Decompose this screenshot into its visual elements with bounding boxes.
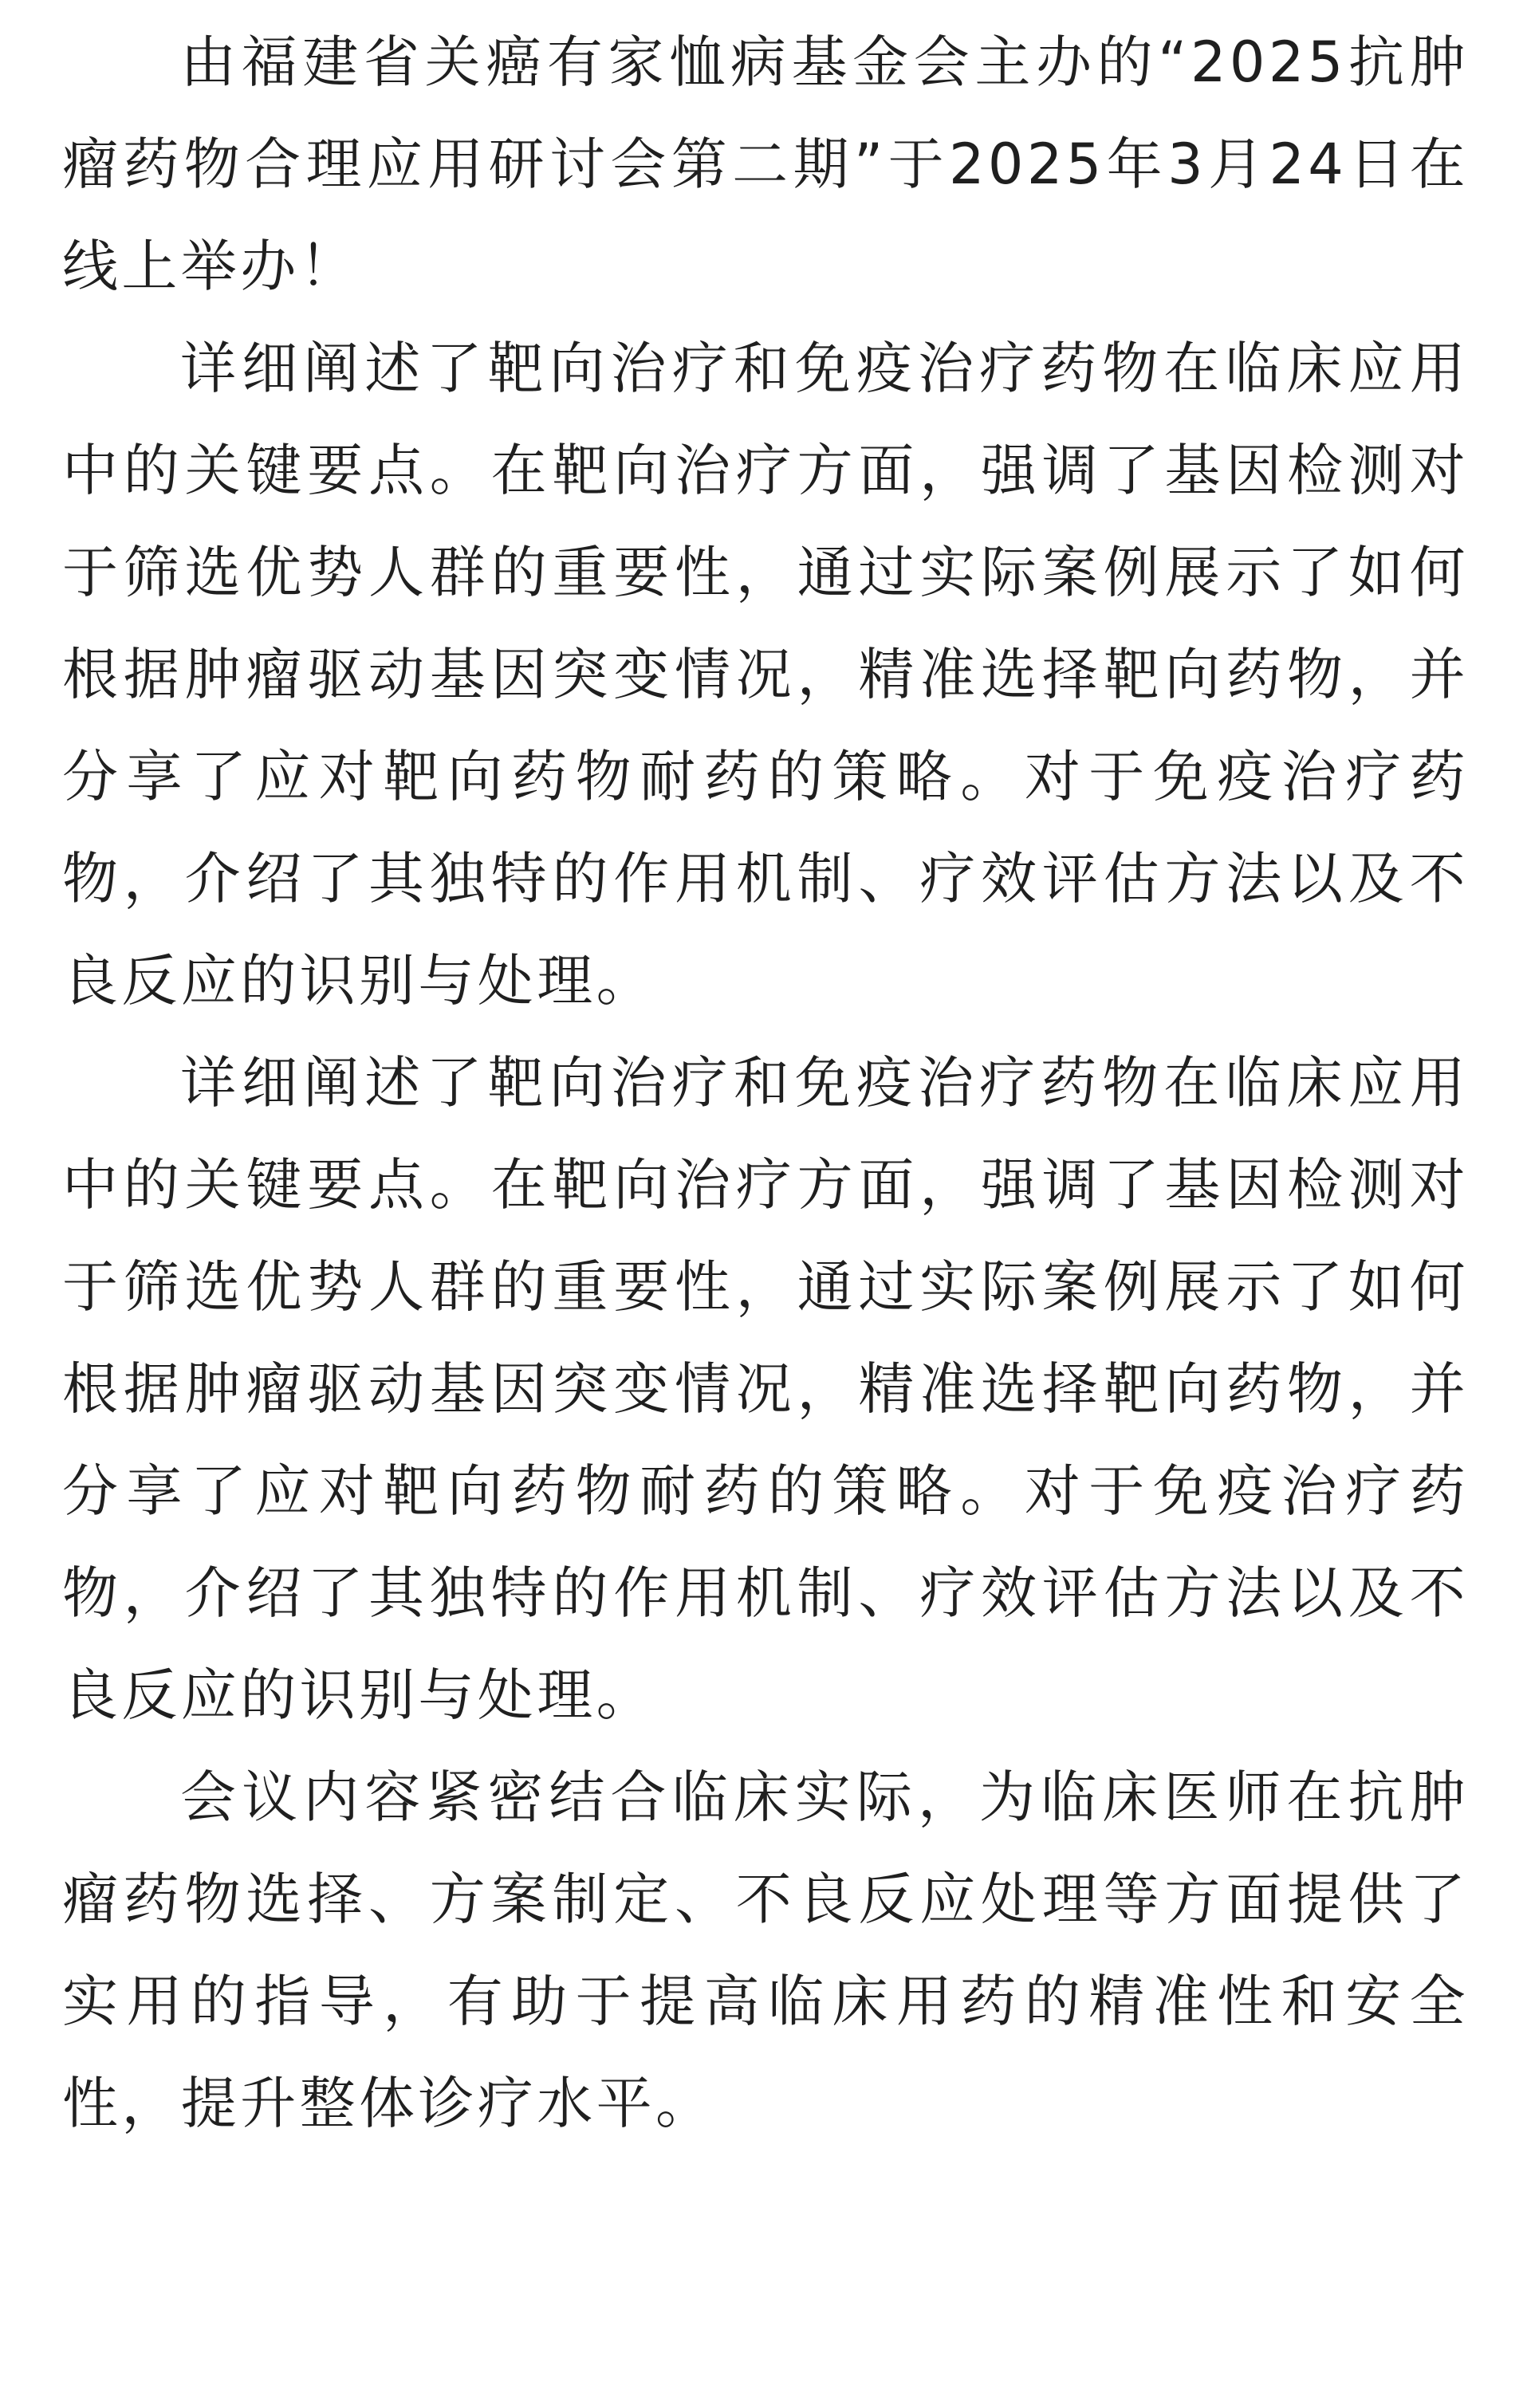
article-body <box>62 0 1469 2154</box>
intro-paragraph: 由福建省关癌有家恤病基金会主办的“2025抗肿瘤药物合理应用研讨会第二期”于2025年3月24日在线上举办！ <box>62 30 1469 299</box>
targeted-immunotherapy-paragraph: 详细阐述了靶向治疗和免疫治疗药物在临床应用中的关键要点。在靶向治疗方面，强调了基因检测对于筛选优势人群的重要性，通过实际案例展示了如何根据肿瘤驱动基因突变情况，精准选择靶向药物，并分享了应对靶向药物耐药的策略。对于免疫治疗药物，介绍了其独特的作用机制、疗效评估方法以及不良反应的识别与处理。 <box>62 336 1469 1013</box>
targeted-immunotherapy-paragraph-repeat: 详细阐述了靶向治疗和免疫治疗药物在临床应用中的关键要点。在靶向治疗方面，强调了基因检测对于筛选优势人群的重要性，通过实际案例展示了如何根据肿瘤驱动基因突变情况，精准选择靶向药物，并分享了应对靶向药物耐药的策略。对于免疫治疗药物，介绍了其独特的作用机制、疗效评估方法以及不良反应的识别与处理。 <box>62 1050 1469 1728</box>
conclusion-paragraph: 会议内容紧密结合临床实际，为临床医师在抗肿瘤药物选择、方案制定、不良反应处理等方面提供了实用的指导，有助于提高临床用药的精准性和安全性，提升整体诊疗水平。 <box>62 1765 1469 2136</box>
